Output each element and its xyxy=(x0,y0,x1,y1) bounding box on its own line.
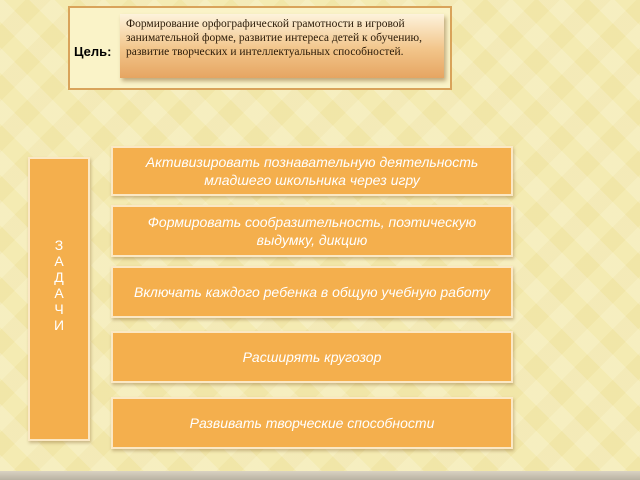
bottom-bar xyxy=(0,471,640,480)
goal-label: Цель: xyxy=(74,44,112,59)
task-text-4: Расширять кругозор xyxy=(242,349,382,365)
task-box-1 xyxy=(111,146,513,196)
goal-frame xyxy=(68,6,452,90)
task-box-3 xyxy=(111,266,513,318)
tasks-label: З А Д А Ч И xyxy=(53,237,65,333)
task-text-3: Включать каждого ребенка в общую учебную работу xyxy=(133,284,490,300)
goal-text: Формирование орфографической грамотности в игровой занимательной форме, развитие интереса детей к обучению, развитие творческих и интеллектуальных способностей. xyxy=(126,18,423,58)
task-box-4 xyxy=(111,331,513,383)
goal-text-box xyxy=(120,14,444,78)
task-text-5: Развивать творческие способности xyxy=(189,415,435,431)
task-text-1: Активизировать познавательную деятельность младшего школьника через игру xyxy=(145,154,479,188)
task-text-2: Формировать сообразительность, поэтическую выдумку, дикцию xyxy=(147,214,477,248)
task-box-2 xyxy=(111,205,513,257)
task-box-5 xyxy=(111,397,513,449)
tasks-column xyxy=(28,157,90,441)
